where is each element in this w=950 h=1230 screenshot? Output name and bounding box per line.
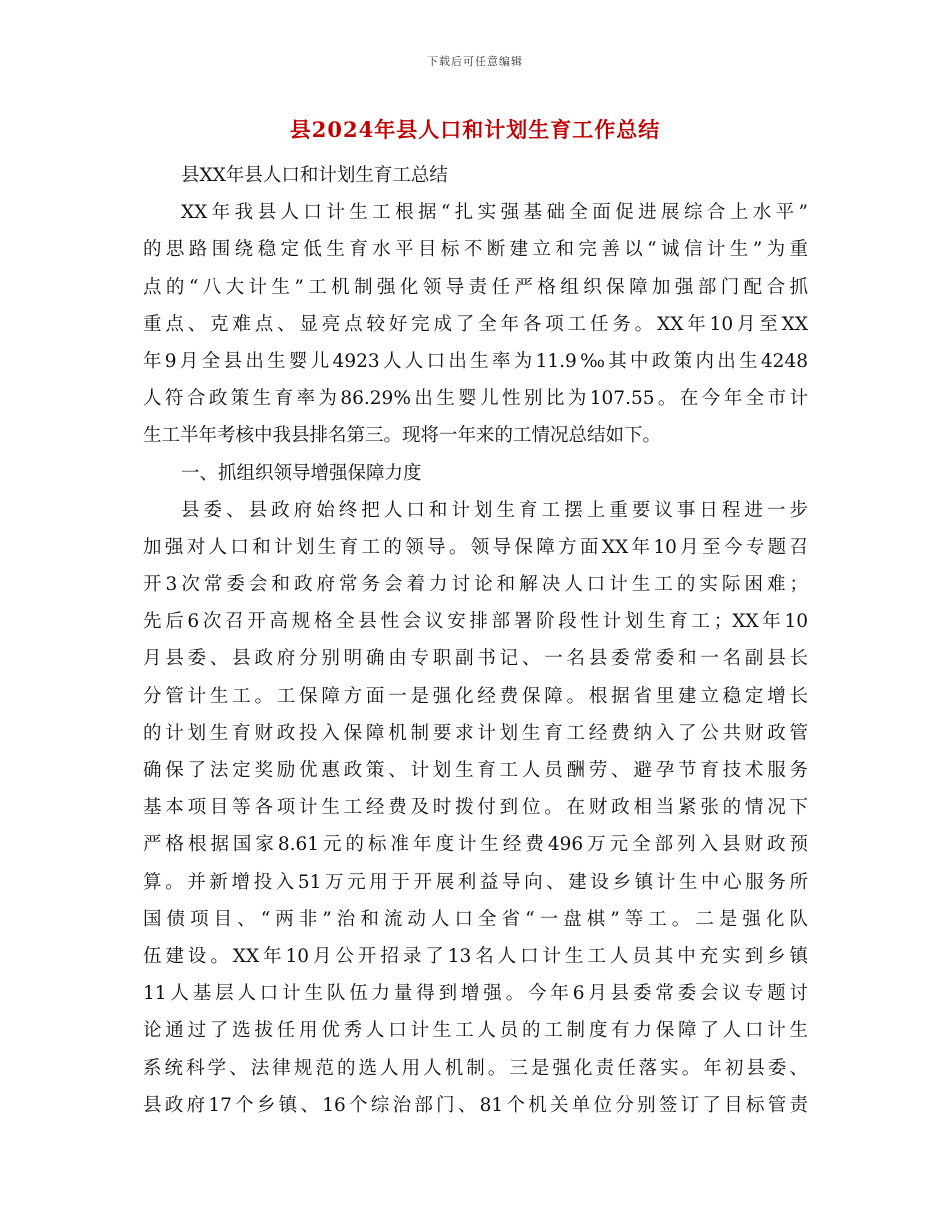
body-line: 开3次常委会和政府常务会着力讨论和解决人口计生工的实际困难； (143, 574, 808, 596)
body-line: 基本项目等各项计生工经费及时拨付到位。在财政相当紧张的情况下 (143, 797, 808, 819)
document-title: 县2024年县人口和计划生育工作总结 (289, 117, 661, 142)
body-line: 重点、克难点、显亮点较好完成了全年各项工任务。XX年10月至XX (143, 313, 808, 335)
body-line: 点的“八大计生”工机制强化领导责任严格组织保障加强部门配合抓 (143, 276, 808, 298)
body-line: 先后6次召开高规格全县性会议安排部署阶段性计划生育工；XX年10 (143, 611, 808, 633)
page-header-note: 下载后可任意编辑 (427, 55, 523, 68)
body-line: 11人基层人口计生队伍力量得到增强。今年6月县委常委会议专题讨 (143, 983, 808, 1005)
body-line: 月县委、县政府分别明确由专职副书记、一名县委常委和一名副县长 (143, 648, 808, 670)
body-line: 确保了法定奖励优惠政策、计划生育工人员酬劳、避孕节育技术服务 (143, 760, 808, 781)
body-line: 一、抓组织领导增强保障力度 (181, 462, 422, 484)
body-line: 系统科学、法律规范的选人用人机制。三是强化责任落实。年初县委、 (143, 1057, 808, 1079)
body-line: 算。并新增投入51万元用于开展利益导向、建设乡镇计生中心服务所 (143, 871, 808, 893)
body-line: 人符合政策生育率为86.29%出生婴儿性别比为107.55。在今年全市计 (143, 388, 808, 410)
body-line: 论通过了选拔任用优秀人口计生工人员的工制度有力保障了人口计生 (143, 1020, 808, 1042)
body-line: 分管计生工。工保障方面一是强化经费保障。根据省里建立稳定增长 (143, 685, 808, 707)
document-body (143, 157, 808, 1124)
body-line: 严格根据国家8.61元的标准年度计生经费496万元全部列入县财政预 (143, 834, 808, 856)
body-line: 县XX年县人口和计划生育工总结 (181, 165, 448, 186)
body-line: 年9月全县出生婴儿4923人人口出生率为11.9‰其中政策内出生4248 (143, 350, 808, 372)
body-line: 县政府17个乡镇、16个综治部门、81个机关单位分别签订了目标管责 (143, 1094, 808, 1116)
body-line: 伍建设。XX年10月公开招录了13名人口计生工人员其中充实到乡镇 (143, 945, 808, 967)
body-line: XX年我县人口计生工根据“扎实强基础全面促进展综合上水平” (181, 202, 808, 224)
body-line: 的计划生育财政投入保障机制要求计划生育工经费纳入了公共财政管 (143, 722, 808, 744)
body-line: 生工半年考核中我县排名第三。现将一年来的工情况总结如下。 (143, 425, 662, 447)
body-line: 加强对人口和计划生育工的领导。领导保障方面XX年10月至今专题召 (143, 536, 808, 558)
body-line: 县委、县政府始终把人口和计划生育工摆上重要议事日程进一步 (181, 499, 808, 521)
body-line: 国债项目、“两非”治和流动人口全省“一盘棋”等工。二是强化队 (143, 908, 808, 930)
body-line: 的思路围绕稳定低生育水平目标不断建立和完善以“诚信计生”为重 (143, 239, 808, 261)
